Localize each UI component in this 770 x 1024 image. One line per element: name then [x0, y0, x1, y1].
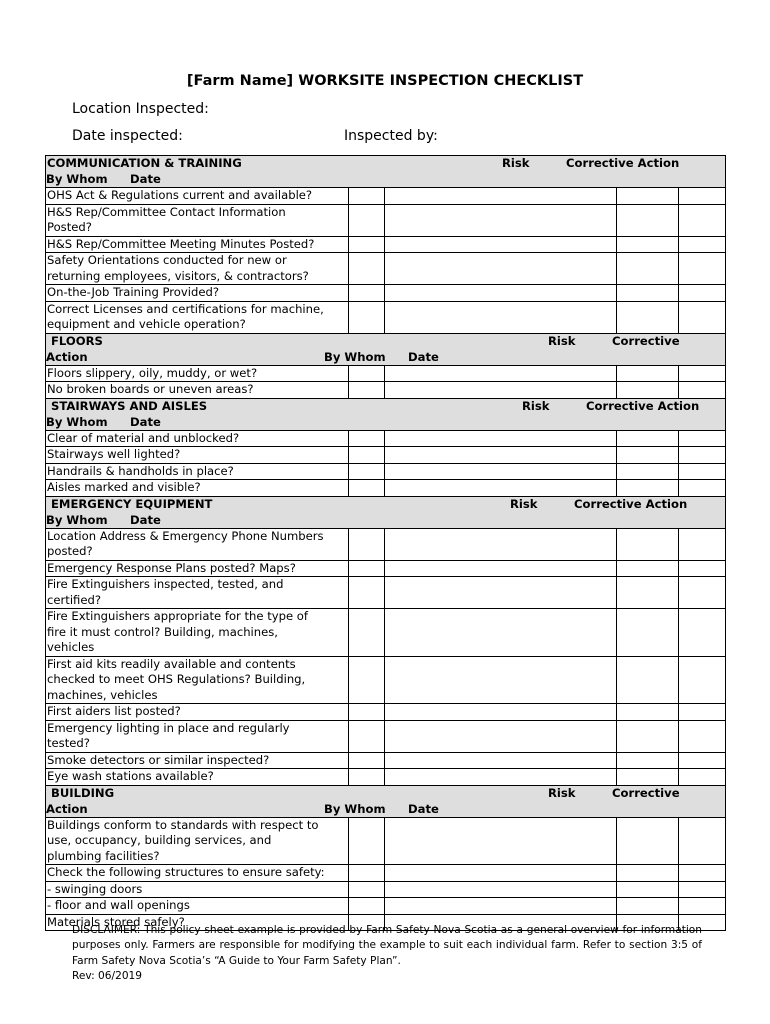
checklist-row [46, 769, 726, 786]
date-cell[interactable] [679, 609, 726, 657]
risk-cell[interactable] [349, 188, 385, 205]
corrective-action-cell[interactable] [385, 704, 617, 721]
date-cell[interactable] [679, 447, 726, 464]
risk-cell[interactable] [349, 301, 385, 333]
corrective-action-cell[interactable] [385, 301, 617, 333]
checklist-row [46, 382, 726, 399]
checklist-question: Materials stored safely? [46, 914, 349, 931]
by-whom-cell[interactable] [617, 720, 679, 752]
corrective-action-cell[interactable] [385, 881, 617, 898]
corrective-action-cell[interactable] [385, 253, 617, 285]
checklist-row [46, 577, 726, 609]
date-cell[interactable] [679, 285, 726, 302]
checklist-row [46, 720, 726, 752]
risk-cell[interactable] [349, 817, 385, 865]
corrective-action-cell[interactable] [385, 285, 617, 302]
date-header: Date [130, 414, 161, 429]
date-header: Date [408, 349, 439, 364]
checklist-row [46, 253, 726, 285]
checklist-question: Correct Licenses and certifications for machine, equipment and vehicle operation? [46, 301, 349, 333]
checklist-row [46, 609, 726, 657]
checklist-row [46, 447, 726, 464]
corrective-action-cell[interactable] [385, 528, 617, 560]
corrective-action-cell[interactable] [385, 463, 617, 480]
risk-cell[interactable] [349, 480, 385, 497]
date-cell[interactable] [679, 528, 726, 560]
checklist-question: - swinging doors [46, 881, 349, 898]
risk-cell[interactable] [349, 769, 385, 786]
section-title: STAIRWAYS AND AISLES [51, 398, 208, 413]
checklist-row [46, 463, 726, 480]
corrective-action-header: Corrective Action [574, 496, 688, 511]
risk-cell[interactable] [349, 285, 385, 302]
date-cell[interactable] [679, 236, 726, 253]
date-cell[interactable] [679, 656, 726, 704]
checklist-row [46, 898, 726, 915]
risk-cell[interactable] [349, 253, 385, 285]
risk-cell[interactable] [349, 865, 385, 882]
checklist-row [46, 430, 726, 447]
date-cell[interactable] [679, 253, 726, 285]
by-whom-header: By Whom [324, 801, 386, 816]
corrective-action-header: Corrective Action [586, 398, 700, 413]
by-whom-header: By Whom [46, 172, 108, 186]
by-whom-cell[interactable] [617, 528, 679, 560]
checklist-question: Fire Extinguishers appropriate for the type of fire it must control? Building, machines, vehicles [46, 609, 349, 657]
checklist-question: Buildings conform to standards with respect to use, occupancy, building services, and plumbing facilities? [46, 817, 349, 865]
section-title: COMMUNICATION & TRAINING [47, 156, 242, 170]
corrective-action-cell[interactable] [385, 204, 617, 236]
checklist-row [46, 881, 726, 898]
by-whom-cell[interactable] [617, 430, 679, 447]
corrective-action-cell[interactable] [385, 865, 617, 882]
risk-cell[interactable] [349, 898, 385, 915]
section-title: EMERGENCY EQUIPMENT [51, 496, 213, 511]
date-cell[interactable] [679, 463, 726, 480]
checklist-row [46, 528, 726, 560]
checklist-question: Location Address & Emergency Phone Numbers posted? [46, 528, 349, 560]
risk-header: Risk [522, 398, 550, 413]
date-inspected-label: Date inspected: [72, 128, 183, 144]
by-whom-cell[interactable] [617, 704, 679, 721]
corrective-action-header: Corrective [612, 333, 680, 348]
corrective-action-header: Corrective Action [566, 156, 680, 170]
date-cell[interactable] [679, 430, 726, 447]
checklist-question: No broken boards or uneven areas? [46, 382, 349, 399]
checklist-question: First aiders list posted? [46, 704, 349, 721]
checklist-question: Fire Extinguishers inspected, tested, and certified? [46, 577, 349, 609]
date-cell[interactable] [679, 188, 726, 205]
by-whom-cell[interactable] [617, 188, 679, 205]
date-cell[interactable] [679, 301, 726, 333]
section-title: BUILDING [51, 785, 115, 800]
by-whom-cell[interactable] [617, 365, 679, 382]
risk-header: Risk [548, 333, 576, 348]
disclaimer: DISCLAIMER: This policy sheet example is provided by Farm Safety Nova Scotia as a general overview for information purposes only. Farmers are responsible for modifying the example to suit each individual farm. Refer to section 3:5 of Farm Safety Nova Scotia’s “A Guide to Your Farm Safety Plan”. Rev: 06/2019 [72, 924, 702, 982]
checklist-row [46, 704, 726, 721]
checklist-question: Aisles marked and visible? [46, 480, 349, 497]
checklist-row [46, 188, 726, 205]
date-header: Date [130, 172, 161, 186]
checklist-row [46, 817, 726, 865]
date-cell[interactable] [679, 577, 726, 609]
corrective-action-cell[interactable] [385, 188, 617, 205]
by-whom-cell[interactable] [617, 609, 679, 657]
checklist-row [46, 865, 726, 882]
corrective-action-cell[interactable] [385, 382, 617, 399]
checklist-row [46, 285, 726, 302]
corrective-action-cell[interactable] [385, 769, 617, 786]
by-whom-cell[interactable] [617, 236, 679, 253]
section-header [46, 496, 726, 528]
checklist-question: - floor and wall openings [46, 898, 349, 915]
date-cell[interactable] [679, 365, 726, 382]
risk-cell[interactable] [349, 463, 385, 480]
checklist-question: OHS Act & Regulations current and available? [46, 188, 349, 205]
checklist-row [46, 752, 726, 769]
date-cell[interactable] [679, 204, 726, 236]
checklist-question: Emergency lighting in place and regularly tested? [46, 720, 349, 752]
by-whom-cell[interactable] [617, 817, 679, 865]
checklist-row [46, 365, 726, 382]
checklist-question: Emergency Response Plans posted? Maps? [46, 560, 349, 577]
checklist-row [46, 480, 726, 497]
action-header: Action [46, 349, 88, 364]
section-header [46, 156, 726, 188]
by-whom-cell[interactable] [617, 204, 679, 236]
by-whom-cell[interactable] [617, 752, 679, 769]
corrective-action-cell[interactable] [385, 236, 617, 253]
by-whom-cell[interactable] [617, 577, 679, 609]
checklist-question: Check the following structures to ensure safety: [46, 865, 349, 882]
by-whom-header: By Whom [46, 512, 108, 527]
date-cell[interactable] [679, 881, 726, 898]
by-whom-cell[interactable] [617, 865, 679, 882]
risk-cell[interactable] [349, 430, 385, 447]
risk-cell[interactable] [349, 528, 385, 560]
by-whom-cell[interactable] [617, 253, 679, 285]
by-whom-cell[interactable] [617, 560, 679, 577]
checklist-question: On-the-Job Training Provided? [46, 285, 349, 302]
corrective-action-header: Corrective [612, 785, 680, 800]
risk-cell[interactable] [349, 236, 385, 253]
corrective-action-cell[interactable] [385, 656, 617, 704]
checklist-row [46, 204, 726, 236]
corrective-action-cell[interactable] [385, 720, 617, 752]
checklist-row [46, 656, 726, 704]
corrective-action-cell[interactable] [385, 898, 617, 915]
section-header [46, 333, 726, 365]
checklist-row [46, 236, 726, 253]
checklist-question: First aid kits readily available and contents checked to meet OHS Regulations? Building, machines, vehicles [46, 656, 349, 704]
risk-cell[interactable] [349, 720, 385, 752]
risk-cell[interactable] [349, 752, 385, 769]
corrective-action-cell[interactable] [385, 480, 617, 497]
corrective-action-cell[interactable] [385, 609, 617, 657]
corrective-action-cell[interactable] [385, 447, 617, 464]
corrective-action-cell[interactable] [385, 817, 617, 865]
by-whom-header: By Whom [324, 349, 386, 364]
section-header [46, 398, 726, 430]
date-cell[interactable] [679, 720, 726, 752]
checklist-question: H&S Rep/Committee Meeting Minutes Posted? [46, 236, 349, 253]
checklist-question: H&S Rep/Committee Contact Information Posted? [46, 204, 349, 236]
by-whom-header: By Whom [46, 414, 108, 429]
checklist-question: Clear of material and unblocked? [46, 430, 349, 447]
risk-cell[interactable] [349, 382, 385, 399]
by-whom-cell[interactable] [617, 463, 679, 480]
by-whom-cell[interactable] [617, 898, 679, 915]
risk-header: Risk [510, 496, 538, 511]
inspection-checklist-table [45, 155, 726, 931]
action-header: Action [46, 801, 88, 816]
checklist-question: Floors slippery, oily, muddy, or wet? [46, 365, 349, 382]
risk-cell[interactable] [349, 704, 385, 721]
checklist-row [46, 560, 726, 577]
risk-cell[interactable] [349, 577, 385, 609]
date-cell[interactable] [679, 382, 726, 399]
checklist-question: Handrails & handholds in place? [46, 463, 349, 480]
risk-cell[interactable] [349, 881, 385, 898]
risk-cell[interactable] [349, 609, 385, 657]
date-cell[interactable] [679, 704, 726, 721]
date-cell[interactable] [679, 898, 726, 915]
by-whom-cell[interactable] [617, 656, 679, 704]
risk-cell[interactable] [349, 447, 385, 464]
by-whom-cell[interactable] [617, 769, 679, 786]
risk-cell[interactable] [349, 204, 385, 236]
date-cell[interactable] [679, 865, 726, 882]
date-header: Date [408, 801, 439, 816]
corrective-action-cell[interactable] [385, 752, 617, 769]
corrective-action-cell[interactable] [385, 560, 617, 577]
checklist-question: Stairways well lighted? [46, 447, 349, 464]
page-title: [Farm Name] WORKSITE INSPECTION CHECKLIST [186, 73, 584, 89]
risk-header: Risk [502, 156, 530, 170]
corrective-action-cell[interactable] [385, 430, 617, 447]
section-header [46, 785, 726, 817]
date-cell[interactable] [679, 752, 726, 769]
checklist-question: Eye wash stations available? [46, 769, 349, 786]
by-whom-cell[interactable] [617, 285, 679, 302]
checklist-question: Safety Orientations conducted for new or returning employees, visitors, & contractors? [46, 253, 349, 285]
location-inspected-label: Location Inspected: [72, 101, 209, 117]
by-whom-cell[interactable] [617, 301, 679, 333]
date-cell[interactable] [679, 817, 726, 865]
corrective-action-cell[interactable] [385, 365, 617, 382]
by-whom-cell[interactable] [617, 382, 679, 399]
checklist-row [46, 301, 726, 333]
corrective-action-cell[interactable] [385, 577, 617, 609]
by-whom-cell[interactable] [617, 480, 679, 497]
date-cell[interactable] [679, 560, 726, 577]
risk-cell[interactable] [349, 365, 385, 382]
by-whom-cell[interactable] [617, 447, 679, 464]
date-cell[interactable] [679, 769, 726, 786]
date-cell[interactable] [679, 480, 726, 497]
by-whom-cell[interactable] [617, 881, 679, 898]
risk-header: Risk [548, 785, 576, 800]
inspected-by-label: Inspected by: [344, 128, 438, 144]
date-header: Date [130, 512, 161, 527]
section-title: FLOORS [51, 333, 103, 348]
risk-cell[interactable] [349, 656, 385, 704]
risk-cell[interactable] [349, 560, 385, 577]
checklist-question: Smoke detectors or similar inspected? [46, 752, 349, 769]
